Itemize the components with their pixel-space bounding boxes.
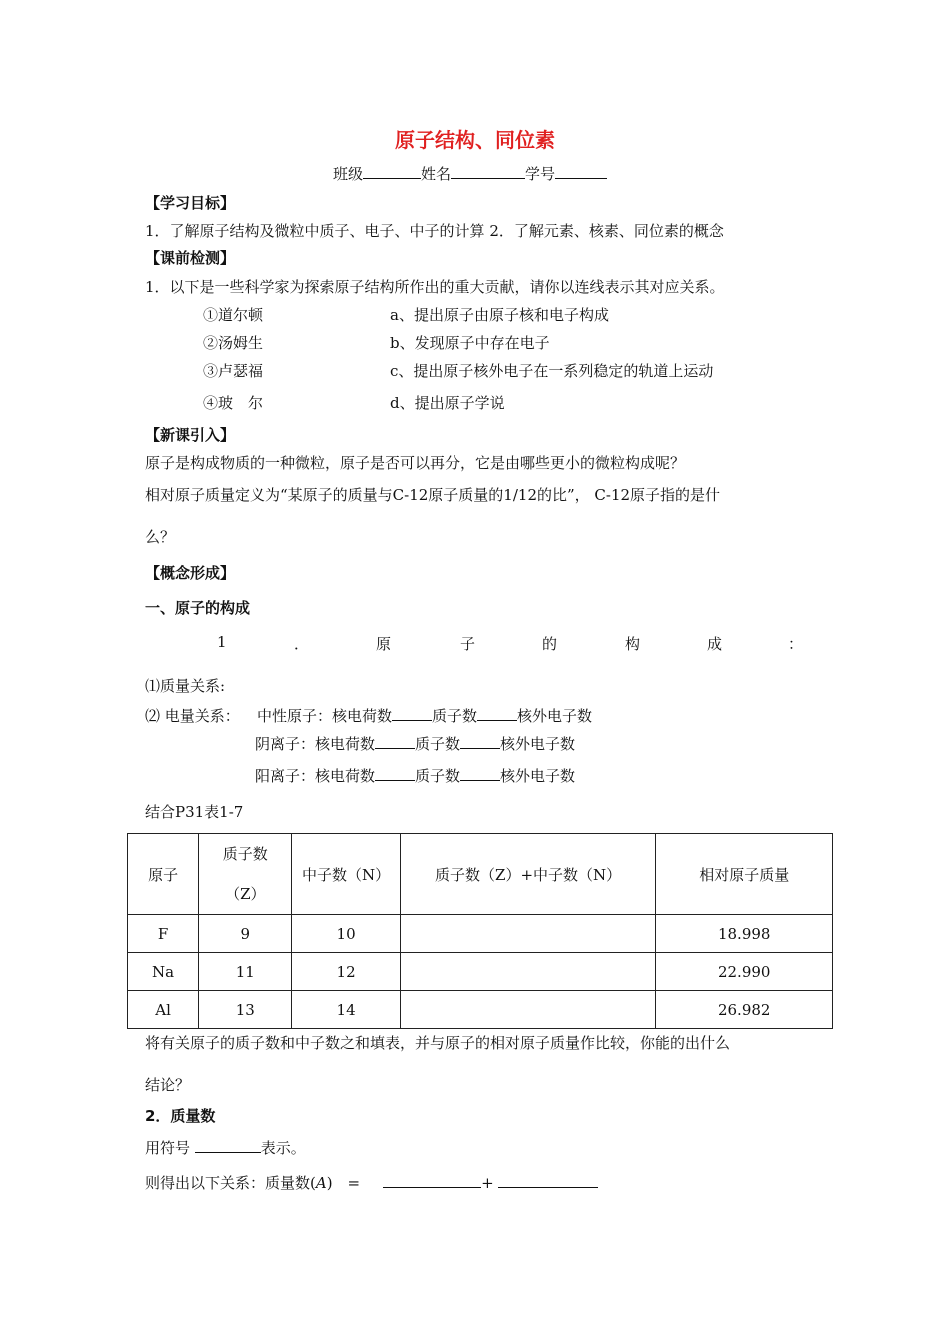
name-blank[interactable] [451,164,525,179]
cation-line [255,765,575,786]
goals-text: 1．了解原子结构及微粒中质子、电子、中子的计算 2．了解元素、核素、同位素的概念 [145,222,724,240]
intro-line-3: 么？ [145,528,176,546]
cell-sum[interactable] [400,915,656,953]
mass-relation: ⑴质量关系: [145,677,226,695]
table-row [128,953,833,991]
anion-mid: 质子数 [415,735,461,753]
anion-suffix: 核外电子数 [500,735,576,753]
atom-data-table [127,833,833,1029]
header-neutron: 中子数（N） [292,834,400,915]
scientist-3[interactable]: ③卢瑟福 [203,362,264,380]
concept-heading: 【概念形成】 [145,564,236,582]
anion-blank-2[interactable] [460,734,500,749]
anion-blank-1[interactable] [375,734,415,749]
name-label: 姓名 [421,165,452,183]
atom-structure-char: 成 [707,635,723,653]
cation-prefix: 阳离子：核电荷数 [255,767,376,785]
symbol-line [145,1137,306,1158]
scientist-4[interactable]: ④玻 尔 [203,394,264,412]
id-label: 学号 [525,165,556,183]
table-row [128,915,833,953]
after-table-line-1: 将有关原子的质子数和中子数之和填表，并与原子的相对原子质量作比较，你能的出什么 [145,1034,731,1052]
charge-relation-label: ⑵ 电量关系： [145,707,240,725]
relation-prefix: 则得出以下关系：质量数( [145,1174,316,1192]
atom-structure-char: 子 [460,635,476,653]
cell-mass: 22.990 [656,953,833,991]
cation-mid: 质子数 [415,767,461,785]
part1-heading: 一、原子的构成 [145,599,251,617]
cation-suffix: 核外电子数 [500,767,576,785]
table-row [128,991,833,1029]
anion-prefix: 阴离子：核电荷数 [255,735,376,753]
neutral-blank-1[interactable] [392,706,432,721]
part2-heading: 2．质量数 [145,1107,216,1125]
cell-z: 9 [199,915,292,953]
page-title: 原子结构、同位素 [395,128,555,152]
cell-sum[interactable] [400,953,656,991]
cell-atom: Al [128,991,199,1029]
relation-blank-1[interactable] [383,1173,481,1188]
neutral-atom-line [257,705,592,726]
table-header-row [128,834,833,915]
cation-blank-1[interactable] [375,766,415,781]
header-atom: 原子 [128,834,199,915]
atom-structure-char: 的 [542,635,558,653]
precheck-heading: 【课前检测】 [145,249,236,267]
class-blank[interactable] [363,164,421,179]
student-info-line [333,163,607,184]
cell-atom: Na [128,953,199,991]
header-sum: 质子数（Z）+中子数（N） [400,834,656,915]
atom-structure-char: 构 [625,635,641,653]
intro-line-2: 相对原子质量定义为“某原子的质量与C-12原子质量的1/12的比”， C-12原子指的是什 [145,486,721,504]
atom-structure-char: 原 [376,635,392,653]
contribution-a[interactable]: a、提出原子由原子核和电子构成 [390,306,609,324]
class-label: 班级 [333,165,364,183]
relation-plus: + [481,1174,499,1192]
relation-blank-2[interactable] [498,1173,598,1188]
neutral-mid: 质子数 [432,707,478,725]
relation-equals: ) = [326,1174,376,1192]
cell-z: 11 [199,953,292,991]
header-mass: 相对原子质量 [656,834,833,915]
scientist-1[interactable]: ①道尔顿 [203,306,264,324]
symbol-blank[interactable] [195,1138,261,1153]
id-blank[interactable] [555,164,607,179]
contribution-c[interactable]: c、提出原子核外电子在一系列稳定的轨道上运动 [390,362,714,380]
relation-line [145,1172,598,1193]
neutral-suffix: 核外电子数 [517,707,593,725]
atom-structure-char: ： [788,635,804,653]
table-reference: 结合P31表1-7 [145,803,244,821]
cell-sum[interactable] [400,991,656,1029]
cell-mass: 26.982 [656,991,833,1029]
header-proton-symbol: （Z） [225,885,266,903]
after-table-line-2: 结论？ [145,1076,191,1094]
relation-symbol: A [315,1174,327,1192]
cation-blank-2[interactable] [460,766,500,781]
atom-structure-char: 1 [217,633,227,651]
neutral-prefix: 中性原子：核电荷数 [257,707,393,725]
cell-n: 12 [292,953,400,991]
goals-heading: 【学习目标】 [145,194,236,212]
contribution-b[interactable]: b、发现原子中存在电子 [390,334,550,352]
intro-line-1: 原子是构成物质的一种微粒，原子是否可以再分，它是由哪些更小的微粒构成呢？ [145,454,686,472]
cell-mass: 18.998 [656,915,833,953]
anion-line [255,733,575,754]
header-proton [199,834,292,915]
cell-z: 13 [199,991,292,1029]
header-proton-label: 质子数 [222,845,268,863]
scientist-2[interactable]: ②汤姆生 [203,334,264,352]
cell-atom: F [128,915,199,953]
symbol-suffix: 表示。 [260,1139,306,1157]
cell-n: 10 [292,915,400,953]
contribution-d[interactable]: d、提出原子学说 [390,394,505,412]
cell-n: 14 [292,991,400,1029]
precheck-question: 1．以下是一些科学家为探索原子结构所作出的重大贡献，请你以连线表示其对应关系。 [145,278,725,296]
symbol-prefix: 用符号 [145,1139,195,1157]
atom-structure-char: ． [294,635,310,653]
intro-heading: 【新课引入】 [145,426,236,444]
neutral-blank-2[interactable] [477,706,517,721]
